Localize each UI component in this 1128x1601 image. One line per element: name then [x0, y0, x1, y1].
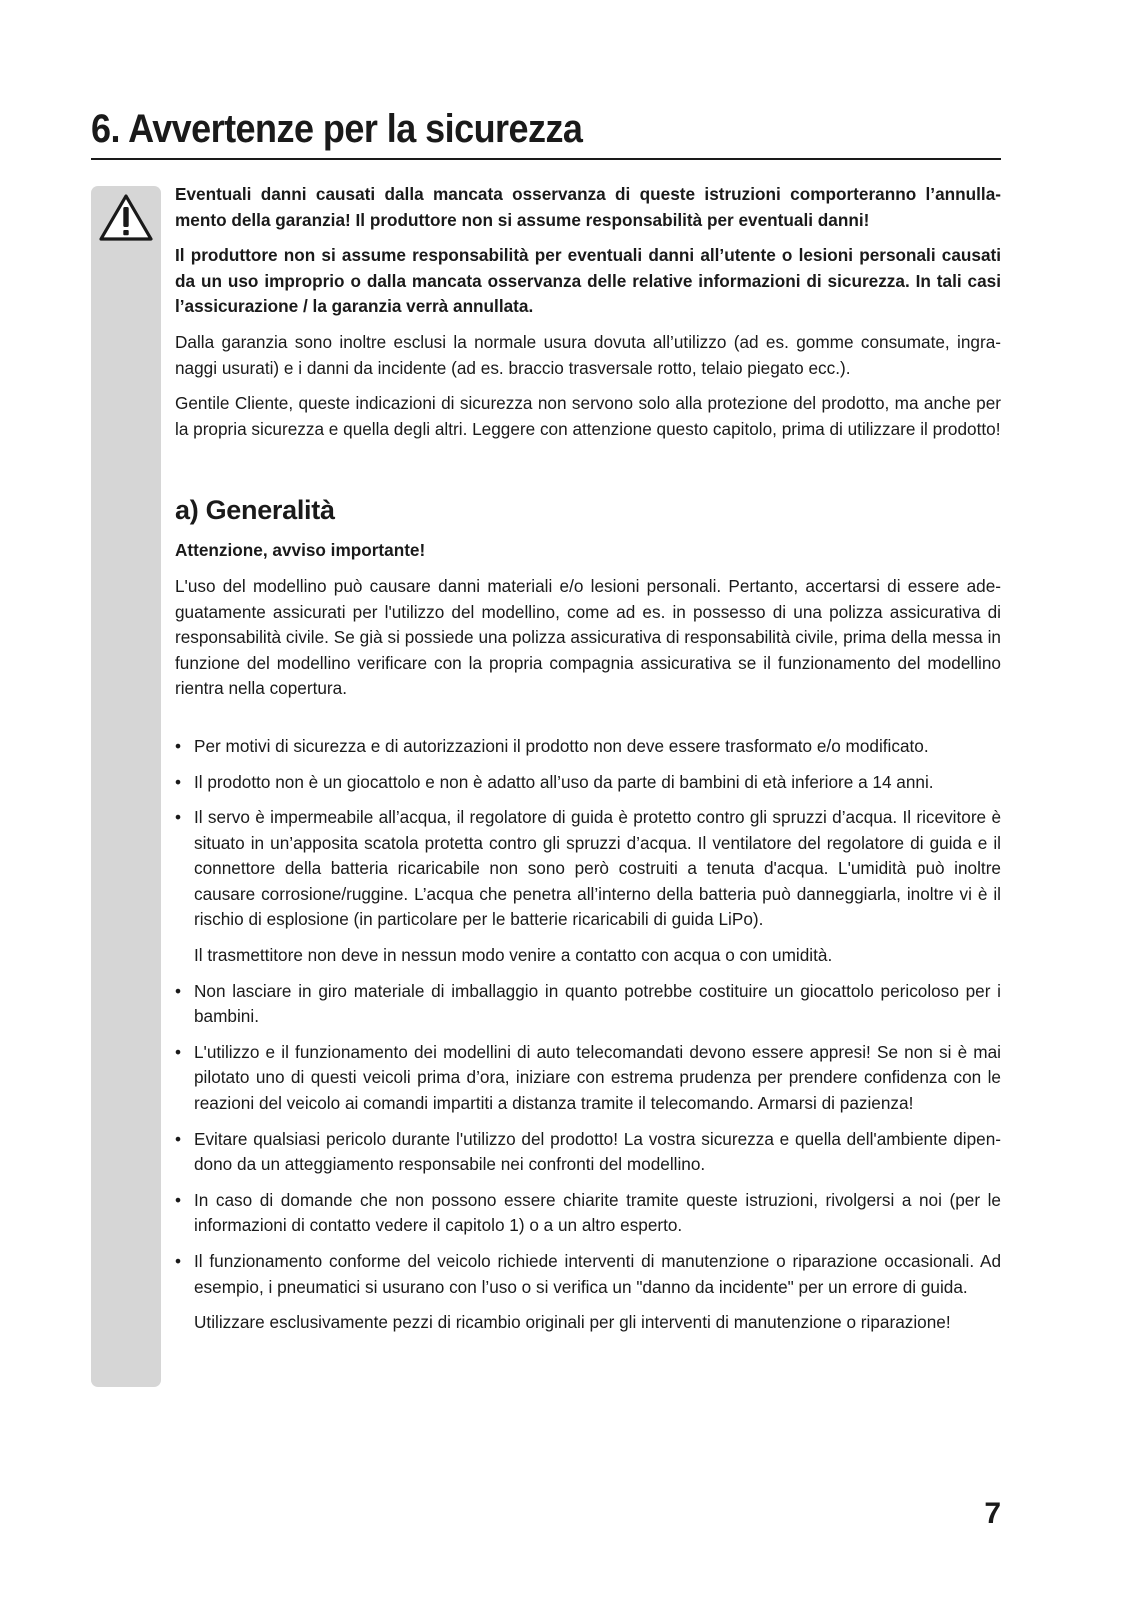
warning-sidebar	[91, 186, 161, 1387]
intro-paragraph: Dalla garanzia sono inoltre esclusi la normale usura dovuta all’utilizzo (ad es. gomme consumate, ingranaggi usurati) e i danni da incidente (ad es. braccio trasversale rotto, telaio piegato ecc.).	[175, 331, 1001, 378]
list-item	[175, 1188, 1001, 1239]
list-item	[175, 805, 1001, 969]
warning-triangle-icon	[97, 192, 155, 244]
bullet-symbol: •	[175, 1041, 182, 1062]
list-item	[175, 1249, 1001, 1336]
list-item	[175, 734, 1001, 760]
list-item-text: Non lasciare in giro materiale di imballaggio in quanto potrebbe costituire un giocattolo pericoloso per i bambini.	[194, 980, 1001, 1027]
bullet-symbol: •	[175, 1251, 182, 1271]
content	[175, 182, 1001, 1346]
section-title: a) Generalità	[175, 495, 335, 526]
list-item	[175, 979, 1001, 1030]
list-item-text: Il prodotto non è un giocattolo e non è adatto all’uso da parte di bambini di età inferiore a 14 anni.	[194, 771, 934, 792]
list-item-extra-text: Utilizzare esclusivamente pezzi di ricambio originali per gli interventi di manutenzione o riparazione!	[194, 1312, 951, 1333]
list-item-text: Per motivi di sicurezza e di autorizzazioni il prodotto non deve essere trasformato e/o modificato.	[194, 735, 929, 756]
warning-paragraph: Il produttore non si assume responsabilità per eventuali danni all’utente o lesioni personali causati da un uso improprio o dalla mancata osservanza delle relative informazioni di sicurezza. In tali casi l’assicurazione / la garanzia verrà annullata.	[175, 245, 1001, 317]
bullet-symbol: •	[175, 807, 182, 828]
bullet-symbol: •	[175, 980, 182, 1001]
list-item-text: Il funzionamento conforme del veicolo richiede interventi di manutenzione o riparazione occasionali. Ad esempio, i pneumatici si usurano con l’uso o si verifica un "danno da incidente" per un errore di guida.	[194, 1251, 1001, 1297]
page-heading	[91, 104, 1001, 160]
page-number: 7	[984, 1497, 1001, 1530]
warning-paragraph: Eventuali danni causati dalla mancata osservanza di queste istruzioni comporteranno l’annullamento della garanzia! Il produttore non si assume responsabilità per eventuali danni!	[175, 184, 1001, 230]
intro-paragraph: Gentile Cliente, queste indicazioni di sicurezza non servono solo alla protezione del prodotto, ma anche per la propria sicurezza e quella degli altri. Leggere con attenzione questo capitolo, prima di utilizzare il prodotto!	[175, 393, 1001, 439]
list-item	[175, 770, 1001, 796]
section-subheading: Attenzione, avviso importante!	[175, 540, 426, 561]
safety-list	[175, 734, 1001, 1336]
list-item-text: Il servo è impermeabile all’acqua, il regolatore di guida è protetto contro gli spruzzi d’acqua. Il ricevitore è situato in un’apposita scatola protetta contro gli spruzzi d’acqua. Il ventilatore del regolatore di guida e il connettore della batteria ricaricabile non sono però costruiti a tenuta d'acqua. L'umidità può inoltre causare corrosione/ruggine. L’acqua che penetra all’interno della batteria può danneggiarla, inoltre vi è il rischio di esplosione (in particolare per le batterie ricaricabili di guida LiPo).	[194, 807, 1001, 930]
list-item-text: Evitare qualsiasi pericolo durante l'utilizzo del prodotto! La vostra sicurezza e quella dell'ambiente dipendono da un atteggiamento responsabile nei confronti del modellino.	[194, 1128, 1001, 1175]
bullet-symbol: •	[175, 771, 182, 792]
list-item	[175, 1127, 1001, 1178]
section-paragraph: L'uso del modellino può causare danni materiali e/o lesioni personali. Pertanto, accertarsi di essere adeguatamente assicurati per l'utilizzo del modellino, come ad es. in possesso di una polizza assicurativa di responsabilità civile. Se già si possiede una polizza assicurativa di responsabilità civile, prima della messa in funzione del modellino verificare con la propria compagnia assicurativa se il funzionamento del modellino rientra nella copertura.	[175, 575, 1001, 699]
list-item	[175, 1040, 1001, 1117]
bullet-symbol: •	[175, 1128, 182, 1149]
bullet-symbol: •	[175, 1189, 182, 1210]
list-item-extra-text: Il trasmettitore non deve in nessun modo venire a contatto con acqua o con umidità.	[194, 945, 833, 966]
list-item-text: In caso di domande che non possono essere chiarite tramite queste istruzioni, rivolgersi a noi (per le informazioni di contatto vedere il capitolo 1) o a un altro esperto.	[194, 1189, 1001, 1236]
page-title: 6. Avvertenze per la sicurezza	[91, 107, 583, 151]
bullet-symbol: •	[175, 735, 182, 756]
list-item-text: L'utilizzo e il funzionamento dei modellini di auto telecomandati devono essere appresi! Se non si è mai pilotato uno di questi veicoli prima d’ora, iniziare con estrema prudenza per prendere confidenza con le reazioni del veicolo ai comandi impartiti a distanza tramite il telecomando. Armarsi di pazienza!	[194, 1041, 1001, 1114]
